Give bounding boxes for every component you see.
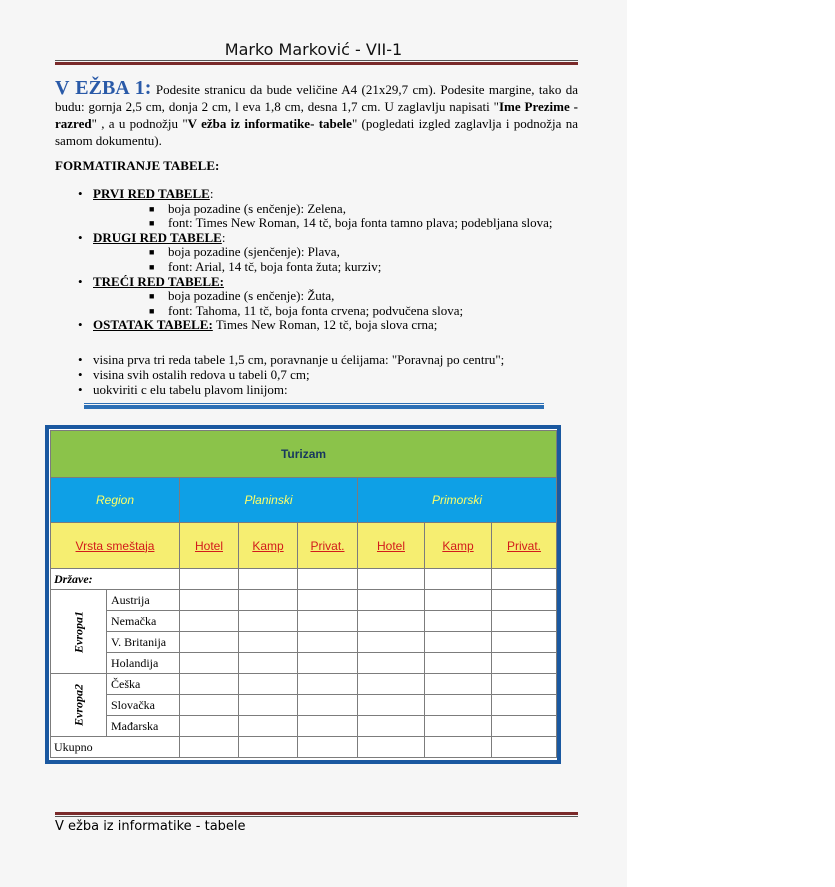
data-cell[interactable]	[358, 674, 425, 695]
data-cell[interactable]	[239, 590, 298, 611]
list-item: • DRUGI RED TABELE:	[78, 229, 226, 245]
country-cell: Mađarska	[107, 716, 180, 737]
footer-rule-thin	[55, 816, 578, 817]
lodging-type: Privat.	[492, 523, 557, 569]
sub-item	[78, 216, 578, 231]
footer-rule	[55, 812, 578, 815]
square-bullet-icon: ■	[149, 218, 155, 229]
sub-item	[78, 202, 578, 217]
data-cell[interactable]	[298, 653, 358, 674]
lodging-type: Hotel	[358, 523, 425, 569]
data-cell[interactable]	[425, 653, 492, 674]
square-bullet-icon: ■	[149, 203, 155, 214]
list-item	[78, 318, 578, 333]
data-cell[interactable]	[492, 569, 557, 590]
sub-item	[78, 245, 578, 260]
country-cell: Austrija	[107, 590, 180, 611]
group-cell-evropa1	[51, 590, 107, 674]
page-margin	[627, 0, 835, 887]
list-text: visina svih ostalih redova u tabeli 0,7 cm;	[93, 367, 310, 382]
bullet-icon: •	[78, 186, 83, 201]
list-item: • PRVI RED TABELE:	[78, 186, 214, 201]
sub-item-text: font: Arial, 14 tč, boja fonta žuta; kurziv;	[168, 258, 382, 274]
data-cell[interactable]	[425, 569, 492, 590]
list-heading: TREĆI RED TABELE:	[93, 273, 224, 289]
sub-item	[78, 304, 578, 319]
data-cell[interactable]	[239, 674, 298, 695]
bullet-icon: •	[78, 273, 83, 289]
square-bullet-icon: ■	[149, 305, 155, 316]
data-cell[interactable]	[239, 632, 298, 653]
data-cell[interactable]	[298, 695, 358, 716]
data-cell[interactable]	[358, 590, 425, 611]
data-cell[interactable]	[180, 695, 239, 716]
data-cell[interactable]	[358, 695, 425, 716]
data-cell[interactable]	[425, 590, 492, 611]
intro-bold-2: V ežba iz informatike- tabele	[187, 116, 352, 131]
table-row	[51, 611, 557, 632]
format-heading: FORMATIRANJE TABELE:	[55, 158, 220, 173]
data-cell[interactable]	[180, 716, 239, 737]
region-primorski: Primorski	[358, 478, 557, 523]
lodging-type: Kamp	[425, 523, 492, 569]
group-label: Evropa2	[71, 684, 85, 726]
data-cell[interactable]	[492, 737, 557, 758]
table-title: Turizam	[51, 431, 557, 478]
lodging-label: Vrsta smeštaja	[51, 523, 180, 569]
sub-item	[78, 289, 578, 304]
blue-rule	[84, 405, 544, 409]
country-cell: Slovačka	[107, 695, 180, 716]
region-label: Region	[51, 478, 180, 523]
square-bullet-icon: ■	[149, 247, 155, 258]
region-planinski: Planinski	[180, 478, 358, 523]
group-label: Evropa1	[71, 610, 85, 653]
lodging-row	[51, 523, 557, 569]
intro-text-1: Podesite stranicu da bude veličine A4 (21x29,7 cm). Podesite margine, tako da budu: gornja 2,5 cm, donja 2 cm, l eva 1,8 cm, desna 1,7 cm. U zaglavlju napisati "	[55, 82, 579, 114]
tourism-table	[50, 430, 557, 758]
data-cell[interactable]	[492, 632, 557, 653]
table-row	[51, 590, 557, 611]
list-item	[78, 382, 578, 397]
data-cell[interactable]	[298, 737, 358, 758]
sub-item-text: font: Times New Roman, 14 tč, boja fonta tamno plava; podebljana slova;	[168, 215, 553, 231]
region-row	[51, 478, 557, 523]
countries-label: Države:	[51, 569, 180, 590]
sub-item-text: boja pozadine (s enčenje): Zelena,	[168, 200, 346, 216]
table-row	[51, 695, 557, 716]
list-text: Times New Roman, 12 tč, boja slova crna;	[212, 317, 438, 333]
list-item	[78, 275, 578, 290]
data-cell[interactable]	[298, 632, 358, 653]
data-cell[interactable]	[180, 674, 239, 695]
table-row	[51, 716, 557, 737]
data-cell[interactable]	[239, 569, 298, 590]
data-cell[interactable]	[425, 695, 492, 716]
data-cell[interactable]	[180, 632, 239, 653]
data-cell[interactable]	[358, 569, 425, 590]
square-bullet-icon: ■	[149, 291, 155, 302]
country-cell: Češka	[107, 674, 180, 695]
square-bullet-icon: ■	[149, 261, 155, 272]
bullet-icon: •	[78, 367, 83, 382]
intro-text-2: " , a u podnožju "	[91, 116, 188, 131]
data-cell[interactable]	[425, 611, 492, 632]
exercise-intro	[55, 77, 579, 149]
bullet-icon: •	[78, 229, 83, 245]
data-cell[interactable]	[425, 737, 492, 758]
lodging-type: Hotel	[180, 523, 239, 569]
data-cell[interactable]	[298, 716, 358, 737]
total-label: Ukupno	[51, 737, 180, 758]
bullet-icon: •	[78, 317, 83, 333]
data-cell[interactable]	[298, 674, 358, 695]
sub-item-text: boja pozadine (sjenčenje): Plava,	[168, 244, 340, 260]
extra-list	[78, 352, 578, 397]
country-cell: V. Britanija	[107, 632, 180, 653]
data-cell[interactable]	[358, 737, 425, 758]
list-heading: PRVI RED TABELE	[93, 186, 210, 201]
data-cell[interactable]	[425, 716, 492, 737]
data-cell[interactable]	[358, 611, 425, 632]
data-cell[interactable]	[492, 695, 557, 716]
data-cell[interactable]	[239, 611, 298, 632]
data-cell[interactable]	[180, 653, 239, 674]
data-cell[interactable]	[492, 590, 557, 611]
data-cell[interactable]	[358, 632, 425, 653]
data-cell[interactable]	[180, 569, 239, 590]
footer-text: V ežba iz informatike - tabele	[55, 819, 246, 834]
data-cell[interactable]	[492, 716, 557, 737]
group-cell-evropa2	[51, 674, 107, 737]
list-text: uokviriti c elu tabelu plavom linijom:	[93, 382, 288, 397]
intro-text-3: " (pogledati izgled zaglavlja i podnožja na samom dokumentu).	[55, 116, 579, 148]
table-title-row	[51, 431, 557, 478]
data-cell[interactable]	[492, 611, 557, 632]
data-cell[interactable]	[298, 590, 358, 611]
format-list	[78, 187, 578, 333]
data-cell[interactable]	[358, 716, 425, 737]
data-cell[interactable]	[425, 632, 492, 653]
lodging-type: Privat.	[298, 523, 358, 569]
data-cell[interactable]	[239, 737, 298, 758]
list-item	[78, 352, 578, 367]
data-cell[interactable]	[492, 674, 557, 695]
list-text: visina prva tri reda tabele 1,5 cm, poravnanje u ćelijama: "Poravnaj po centru";	[93, 352, 505, 367]
data-cell[interactable]	[180, 611, 239, 632]
list-heading: OSTATAK TABELE:	[93, 317, 213, 333]
country-cell: Nemačka	[107, 611, 180, 632]
data-cell[interactable]	[180, 590, 239, 611]
table-row	[51, 653, 557, 674]
header-rule-thin	[55, 60, 578, 61]
country-cell: Holandija	[107, 653, 180, 674]
header-title: Marko Marković - VII-1	[224, 40, 403, 59]
data-cell[interactable]	[492, 653, 557, 674]
table-row	[51, 569, 557, 590]
data-cell[interactable]	[239, 695, 298, 716]
exercise-title: V EŽBA 1:	[55, 77, 152, 99]
list-item	[78, 367, 578, 382]
table-row	[51, 674, 557, 695]
bullet-icon: •	[78, 352, 83, 367]
lodging-type: Kamp	[239, 523, 298, 569]
bullet-icon: •	[78, 382, 83, 397]
data-cell[interactable]	[298, 569, 358, 590]
list-heading: DRUGI RED TABELE	[93, 229, 222, 245]
data-cell[interactable]	[180, 737, 239, 758]
data-cell[interactable]	[298, 611, 358, 632]
intro-bold-1: Ime Prezime - razred	[55, 99, 579, 131]
data-cell[interactable]	[358, 653, 425, 674]
sub-item-text: boja pozadine (s enčenje): Žuta,	[168, 288, 335, 304]
data-cell[interactable]	[239, 716, 298, 737]
header-rule	[55, 62, 578, 65]
data-cell[interactable]	[239, 653, 298, 674]
table-row	[51, 632, 557, 653]
sub-item	[78, 260, 578, 275]
blue-rule-thin	[84, 403, 544, 404]
table-row	[51, 737, 557, 758]
sub-item-text: font: Tahoma, 11 tč, boja fonta crvena; podvučena slova;	[168, 302, 464, 318]
data-cell[interactable]	[425, 674, 492, 695]
